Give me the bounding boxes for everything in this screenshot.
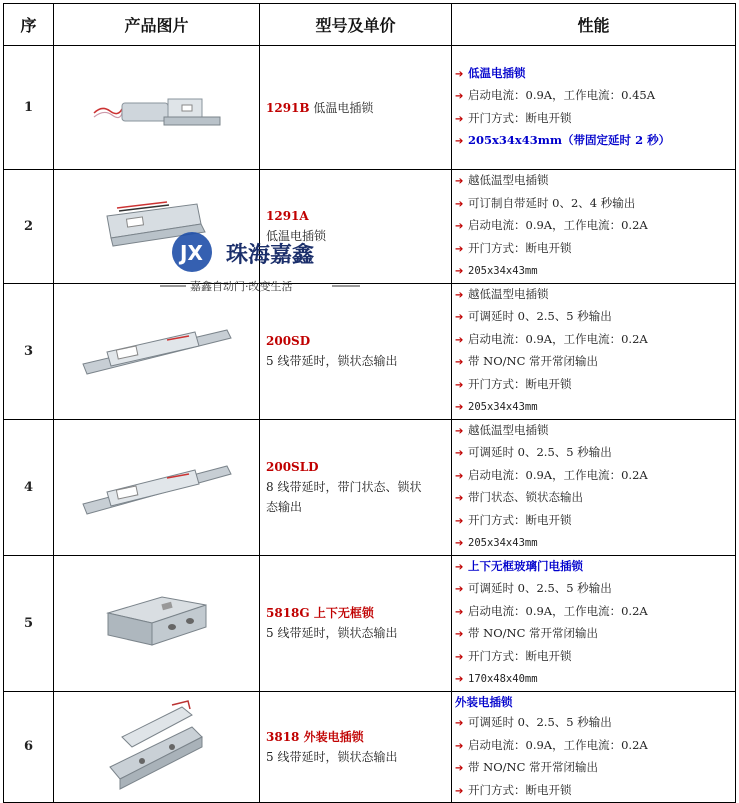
product-image (54, 691, 260, 803)
arrow-icon: ➔ (455, 674, 464, 685)
arrow-icon: ➔ (455, 763, 464, 774)
performance-cell (452, 170, 736, 284)
model-desc-continued: 态输出 (266, 500, 303, 514)
model-cell (260, 283, 452, 419)
row-index: 3 (4, 283, 54, 419)
product-image (54, 46, 260, 170)
arrow-icon: ➔ (455, 379, 464, 391)
arrow-icon: ➔ (455, 448, 464, 459)
arrow-icon: ➔ (455, 629, 464, 640)
product-image (54, 555, 260, 691)
arrow-icon: ➔ (455, 289, 464, 301)
table-row (4, 419, 736, 555)
feature-item: ➔ 启动电流：0.9A，工作电流：0.45A (455, 85, 735, 108)
brand-name: 珠海嘉鑫 (226, 243, 315, 268)
product-image (54, 419, 260, 555)
feature-item: ➔ 开门方式：断电开锁 (455, 108, 735, 131)
feature-item: ➔ 开门方式：断电开锁 (455, 374, 735, 397)
arrow-icon: ➔ (455, 266, 464, 277)
arrow-icon: ➔ (455, 785, 464, 797)
svg-text:JX: JX (180, 241, 203, 265)
lock-1291b-image (92, 83, 222, 133)
feature-item: ➔ 启动电流：0.9A，工作电流：0.2A (455, 601, 735, 624)
model-code: 1291A (266, 209, 309, 224)
model-code: 1291B (266, 100, 310, 115)
feature-item: ➔ 上下无框玻璃门电插锁 (455, 556, 735, 579)
lock-5818g-image (102, 583, 212, 663)
performance-cell (452, 419, 736, 555)
model-desc: 5 线带延时，锁状态输出 (266, 354, 398, 368)
arrow-icon: ➔ (455, 740, 464, 752)
header-row (4, 4, 736, 46)
arrow-icon: ➔ (455, 651, 464, 663)
model-desc: 8 线带延时，带门状态、锁状 (266, 480, 422, 494)
model-desc: 5 线带延时，锁状态输出 (266, 749, 398, 764)
brand-watermark (160, 230, 390, 300)
arrow-icon: ➔ (455, 113, 464, 125)
feature-item: ➔ 205x34x43mm (455, 396, 735, 419)
header-image: 产品图片 (54, 4, 260, 46)
feature-item: ➔ 205x34x43mm (455, 260, 735, 283)
model-desc: 5 线带延时，锁状态输出 (266, 626, 398, 640)
feature-item: ➔ 205x34x43mm (455, 532, 735, 555)
feature-item: ➔ 启动电流：0.9A，工作电流：0.2A (455, 735, 735, 758)
arrow-icon: ➔ (455, 357, 464, 368)
arrow-icon: ➔ (455, 718, 464, 729)
feature-item: ➔ 越低温型电插锁 (455, 420, 735, 443)
feature-item: ➔ 低温电插锁 (455, 63, 735, 86)
row-index: 6 (4, 691, 54, 803)
arrow-icon: ➔ (455, 312, 464, 323)
model-cell (260, 691, 452, 803)
arrow-icon: ➔ (455, 538, 464, 549)
model-desc: 低温电插锁 (313, 100, 374, 115)
header-model: 型号及单价 (260, 4, 452, 46)
arrow-icon: ➔ (455, 221, 464, 232)
lock-200sd-image (77, 316, 237, 386)
model-cell (260, 419, 452, 555)
arrow-icon: ➔ (455, 561, 464, 573)
feature-item: ➔ 启动电流：0.9A，工作电流：0.2A (455, 215, 735, 238)
feature-item: ➔ 带 NO/NC 常开常闭输出 (455, 623, 735, 646)
arrow-icon: ➔ (455, 493, 464, 504)
feature-item: ➔ 越低温型电插锁 (455, 170, 735, 193)
brand-slogan: 嘉鑫自动门·改变生活 (190, 280, 293, 293)
feature-item: ➔ 可调延时 0、2.5、5 秒输出 (455, 712, 735, 735)
feature-item: ➔ 开门方式：断电开锁 (455, 646, 735, 669)
model-cell (260, 555, 452, 691)
row-index: 4 (4, 419, 54, 555)
model-code: 5818G 上下无框锁 (266, 606, 374, 620)
feature-item: ➔ 带 NO/NC 常开常闭输出 (455, 351, 735, 374)
row-index: 5 (4, 555, 54, 691)
arrow-icon: ➔ (455, 515, 464, 527)
table-row (4, 555, 736, 691)
feature-item: ➔ 带门状态、锁状态输出 (455, 487, 735, 510)
feature-item: ➔ 开门方式：断电开锁 (455, 238, 735, 261)
feature-item: ➔ 启动电流：0.9A，工作电流：0.2A (455, 465, 735, 488)
arrow-icon: ➔ (455, 402, 464, 413)
arrow-icon: ➔ (455, 91, 464, 102)
feature-item: ➔ 170x48x40mm (455, 668, 735, 691)
arrow-icon: ➔ (455, 334, 464, 346)
lock-200sld-image (77, 452, 237, 522)
performance-cell (452, 691, 736, 803)
model-code: 200SLD (266, 460, 319, 474)
model-code: 200SD (266, 334, 311, 348)
feature-item: ➔ 开门方式：断电开锁 (455, 510, 735, 533)
arrow-icon: ➔ (455, 425, 464, 437)
arrow-icon: ➔ (455, 176, 464, 187)
feature-item: ➔ 可调延时 0、2.5、5 秒输出 (455, 306, 735, 329)
model-desc: 低温电插锁 (266, 229, 327, 244)
product-image (54, 283, 260, 419)
feature-item: ➔ 可调延时 0、2.5、5 秒输出 (455, 442, 735, 465)
performance-cell (452, 555, 736, 691)
arrow-icon: ➔ (455, 198, 464, 210)
brand-logo-icon (160, 230, 390, 300)
header-index: 序 (4, 4, 54, 46)
feature-item: ➔ 可调延时 0、2.5、5 秒输出 (455, 578, 735, 601)
model-cell (260, 46, 452, 170)
table-row (4, 691, 736, 803)
feature-item: ➔ 开门方式：断电开锁 (455, 780, 735, 803)
lock-3818-image (102, 697, 212, 797)
row-index: 1 (4, 46, 54, 170)
feature-item: ➔ 205x34x43mm（带固定延时 2 秒） (455, 130, 735, 153)
feature-item: ➔ 可订制自带延时 0、2、4 秒输出 (455, 193, 735, 216)
model-code: 3818 外装电插锁 (266, 729, 364, 744)
feature-item: 外装电插锁 (455, 694, 513, 709)
arrow-icon: ➔ (455, 68, 464, 80)
feature-item: ➔ 带 NO/NC 常开常闭输出 (455, 757, 735, 780)
feature-item: ➔ 越低温型电插锁 (455, 284, 735, 307)
arrow-icon: ➔ (455, 606, 464, 618)
table-row (4, 46, 736, 170)
row-index: 2 (4, 170, 54, 284)
product-table (3, 3, 736, 803)
table-row (4, 283, 736, 419)
arrow-icon: ➔ (455, 136, 464, 147)
header-performance: 性能 (452, 4, 736, 46)
arrow-icon: ➔ (455, 584, 464, 595)
performance-cell (452, 46, 736, 170)
performance-cell (452, 283, 736, 419)
feature-item: ➔ 启动电流：0.9A，工作电流：0.2A (455, 329, 735, 352)
arrow-icon: ➔ (455, 243, 464, 255)
arrow-icon: ➔ (455, 470, 464, 482)
